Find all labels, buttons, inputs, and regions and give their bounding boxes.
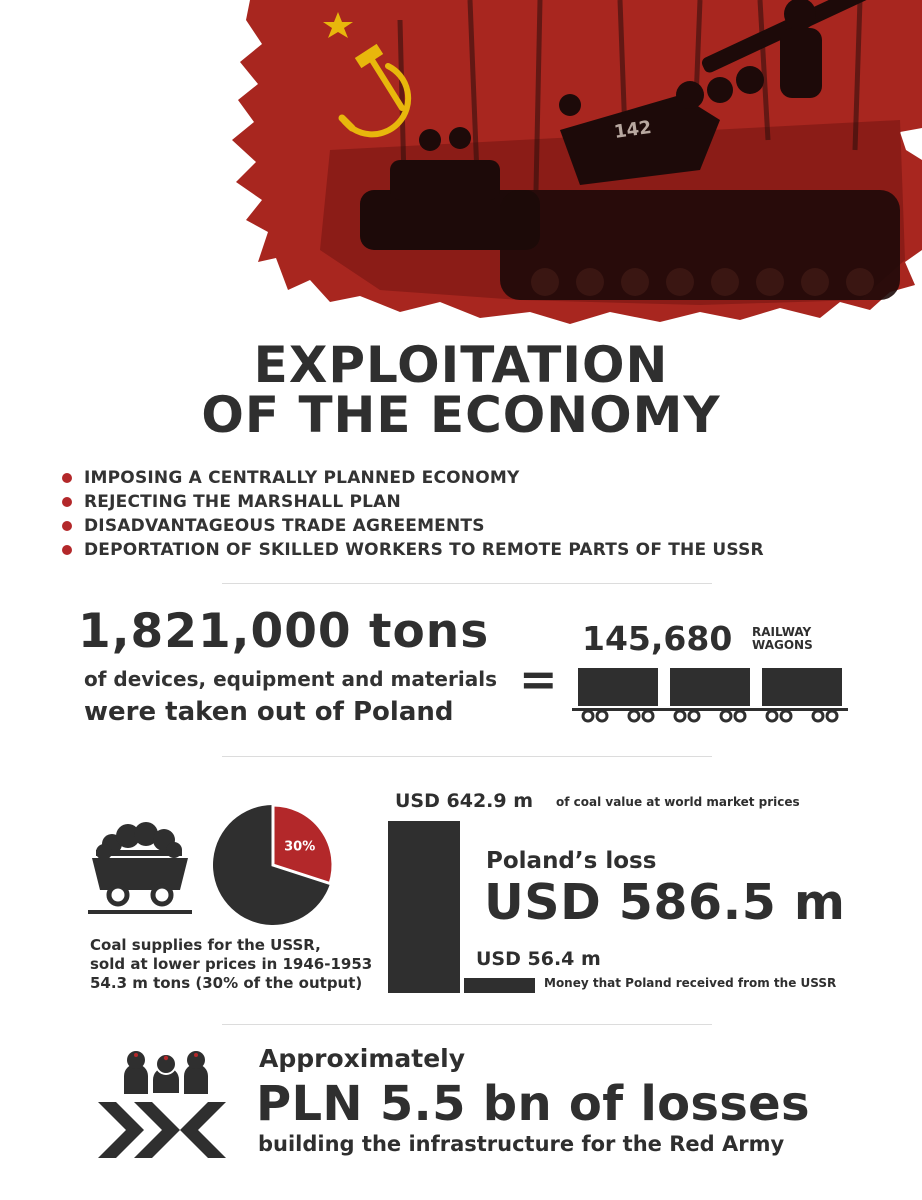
bullet-text: DISADVANTAGEOUS TRADE AGREEMENTS <box>84 516 485 536</box>
coal-caption-line-1: Coal supplies for the USSR, <box>90 936 321 954</box>
railway-wagon-icon <box>756 668 848 721</box>
tons-description-line-2: were taken out of Poland <box>84 697 454 727</box>
tons-amount: 1,821,000 tons <box>78 604 490 659</box>
wagons-row <box>572 664 848 726</box>
coal-caption-line-3: 54.3 m tons (30% of the output) <box>90 974 363 992</box>
bullet-dot-icon <box>62 497 72 507</box>
coal-caption <box>90 936 372 993</box>
divider <box>222 756 712 757</box>
bar-money-received <box>464 978 535 993</box>
approximately-label: Approximately <box>259 1044 466 1073</box>
bullet-dot-icon <box>62 473 72 483</box>
losses-amount: PLN 5.5 bn of losses <box>256 1076 810 1132</box>
received-description: Money that Poland received from the USSR <box>544 976 837 990</box>
wagons-label-line-1: RAILWAY <box>752 625 812 639</box>
received-value: USD 56.4 m <box>476 948 601 970</box>
bullet-dot-icon <box>62 545 72 555</box>
bullet-item <box>62 538 764 562</box>
bullet-item <box>62 490 764 514</box>
soldiers-icon <box>122 1048 210 1094</box>
bullet-text: DEPORTATION OF SKILLED WORKERS TO REMOTE PARTS OF THE USSR <box>84 540 764 560</box>
divider <box>222 583 712 584</box>
loss-value: USD 586.5 m <box>484 874 846 931</box>
wagons-number: 145,680 <box>582 619 733 658</box>
world-value: USD 642.9 m <box>395 790 534 812</box>
pie-slice-label: 30% <box>284 839 316 855</box>
railway-wagon-icon <box>664 668 756 721</box>
bullet-text: REJECTING THE MARSHALL PLAN <box>84 492 401 512</box>
page-title-line-1: EXPLOITATION <box>253 336 669 394</box>
world-value-description: of coal value at world market prices <box>556 795 800 809</box>
losses-description: building the infrastructure for the Red Army <box>258 1132 785 1156</box>
coal-pie-chart <box>210 802 336 928</box>
wagons-label <box>752 626 813 652</box>
coal-caption-line-2: sold at lower prices in 1946-1953 <box>90 955 373 973</box>
bullet-dot-icon <box>62 521 72 531</box>
loss-label: Poland’s loss <box>486 848 657 874</box>
bullet-item <box>62 466 764 490</box>
army-logo-icon <box>98 1102 228 1158</box>
equals-sign: = <box>519 652 558 706</box>
bullet-item <box>62 514 764 538</box>
page-title-line-2: OF THE ECONOMY <box>201 386 721 444</box>
divider <box>222 1024 712 1025</box>
wagons-label-line-2: WAGONS <box>752 638 813 653</box>
coal-cart-icon <box>86 818 194 916</box>
banner-image <box>0 0 922 330</box>
tank-number: 142 <box>612 116 653 143</box>
railway-wagon-icon <box>572 668 664 721</box>
bullet-text: IMPOSING A CENTRALLY PLANNED ECONOMY <box>84 468 520 488</box>
tons-description-line-1: of devices, equipment and materials <box>84 667 497 691</box>
bar-world-market-value <box>388 821 460 993</box>
bullet-list <box>62 466 764 562</box>
